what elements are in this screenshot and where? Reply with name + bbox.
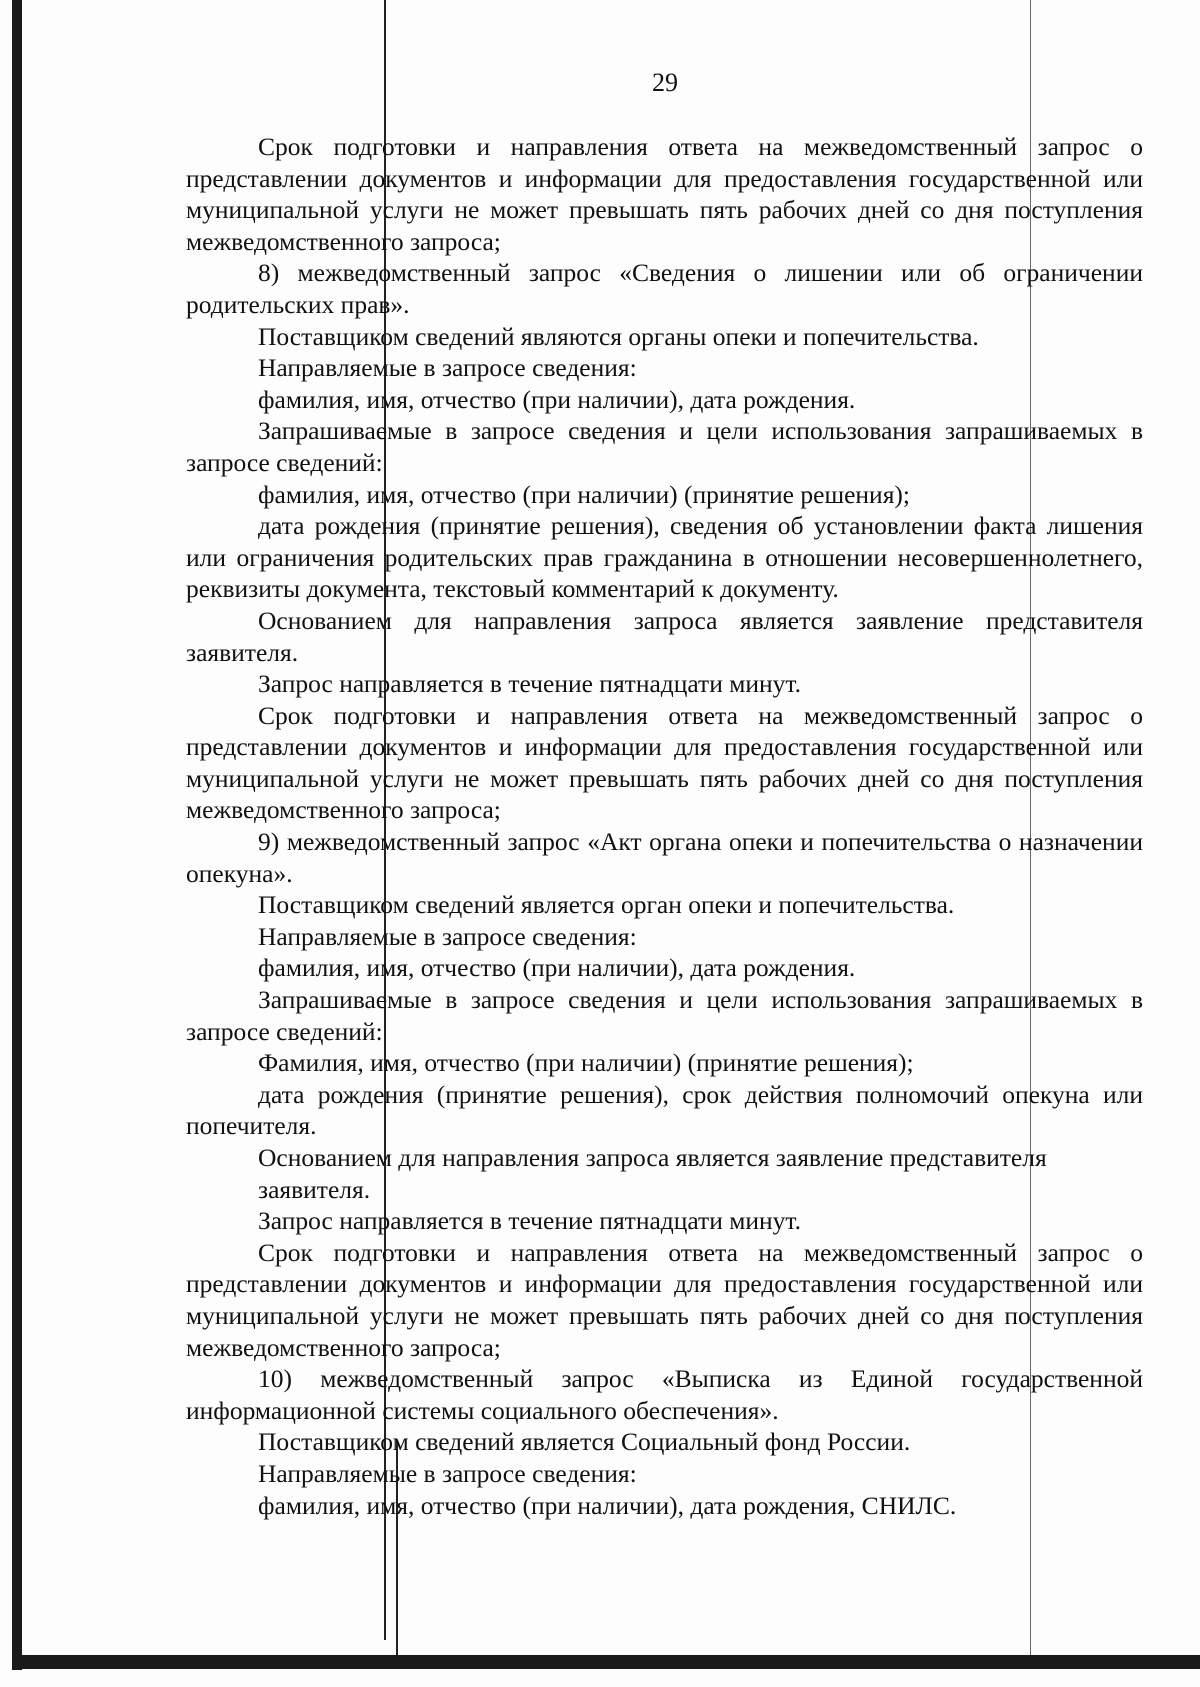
paragraph: Запрашиваемые в запросе сведения и цели использования запрашиваемых в запросе сведений:	[186, 416, 1143, 477]
paragraph: Направляемые в запросе сведения:	[258, 353, 637, 383]
paragraph: Направляемые в запросе сведения:	[258, 921, 637, 951]
scan-border-bottom	[22, 1655, 1200, 1669]
page-number: 29	[652, 68, 678, 97]
paragraph: Направляемые в запросе сведения:	[258, 1458, 637, 1488]
scan-border-left	[12, 0, 22, 1670]
paragraph: Основанием для направления запроса является заявление представителя заявителя.	[186, 605, 1143, 667]
paragraph: Запрос направляется в течение пятнадцати минут.	[258, 669, 802, 699]
paragraph: дата рождения (принятие решения), сведения об установлении факта лишения или ограничения родительских прав гражданина в отношении несовершеннолетнего, реквизиты документа, текстовый комментарий к документу.	[186, 511, 1143, 604]
paragraph: 9) межведомственный запрос «Акт органа опеки и попечительства о назначении опекуна».	[186, 827, 1143, 888]
paragraph: Поставщиком сведений являются органы опеки и попечительства.	[258, 321, 979, 351]
paragraph: фамилия, имя, отчество (при наличии), дата рождения.	[258, 953, 856, 983]
paragraph: 8) межведомственный запрос «Сведения о лишении или об ограничении родительских прав».	[186, 258, 1143, 319]
paragraph: фамилия, имя, отчество (при наличии) (принятие решения);	[258, 479, 910, 509]
document-body	[186, 131, 1143, 1521]
paragraph: Основанием для направления запроса является заявление представителя	[258, 1143, 1047, 1172]
paragraph: Срок подготовки и направления ответа на межведомственный запрос о представлении документов и информации для предоставления государственной или муниципальной услуги не может превышать пять рабочих дней со дня поступления межведомственного запроса;	[186, 132, 1143, 256]
paragraph: 10) межведомственный запрос «Выписка из Единой государственной информационной системы социального обеспечения».	[186, 1364, 1143, 1425]
paragraph: дата рождения (принятие решения), срок действия полномочий опекуна или попечителя.	[186, 1079, 1143, 1141]
paragraph: Поставщиком сведений является Социальный фонд России.	[258, 1427, 911, 1457]
paragraph: Фамилия, имя, отчество (при наличии) (принятие решения);	[258, 1048, 914, 1078]
paragraph: Срок подготовки и направления ответа на межведомственный запрос о представлении документов и информации для предоставления государственной или муниципальной услуги не может превышать пять рабочих дней со дня поступления межведомственного запроса;	[186, 1237, 1143, 1362]
paragraph: фамилия, имя, отчество (при наличии), дата рождения.	[258, 384, 856, 414]
paragraph: Запрос направляется в течение пятнадцати минут.	[258, 1206, 802, 1236]
paragraph: Срок подготовки и направления ответа на межведомственный запрос о представлении документов и информации для предоставления государственной или муниципальной услуги не может превышать пять рабочих дней со дня поступления межведомственного запроса;	[186, 700, 1143, 825]
paragraph: фамилия, имя, отчество (при наличии), дата рождения, СНИЛС.	[258, 1490, 957, 1520]
paragraph: Запрашиваемые в запросе сведения и цели использования запрашиваемых в запросе сведений:	[186, 985, 1143, 1046]
paragraph: заявителя.	[258, 1174, 371, 1204]
paragraph: Поставщиком сведений является орган опеки и попечительства.	[258, 890, 955, 920]
